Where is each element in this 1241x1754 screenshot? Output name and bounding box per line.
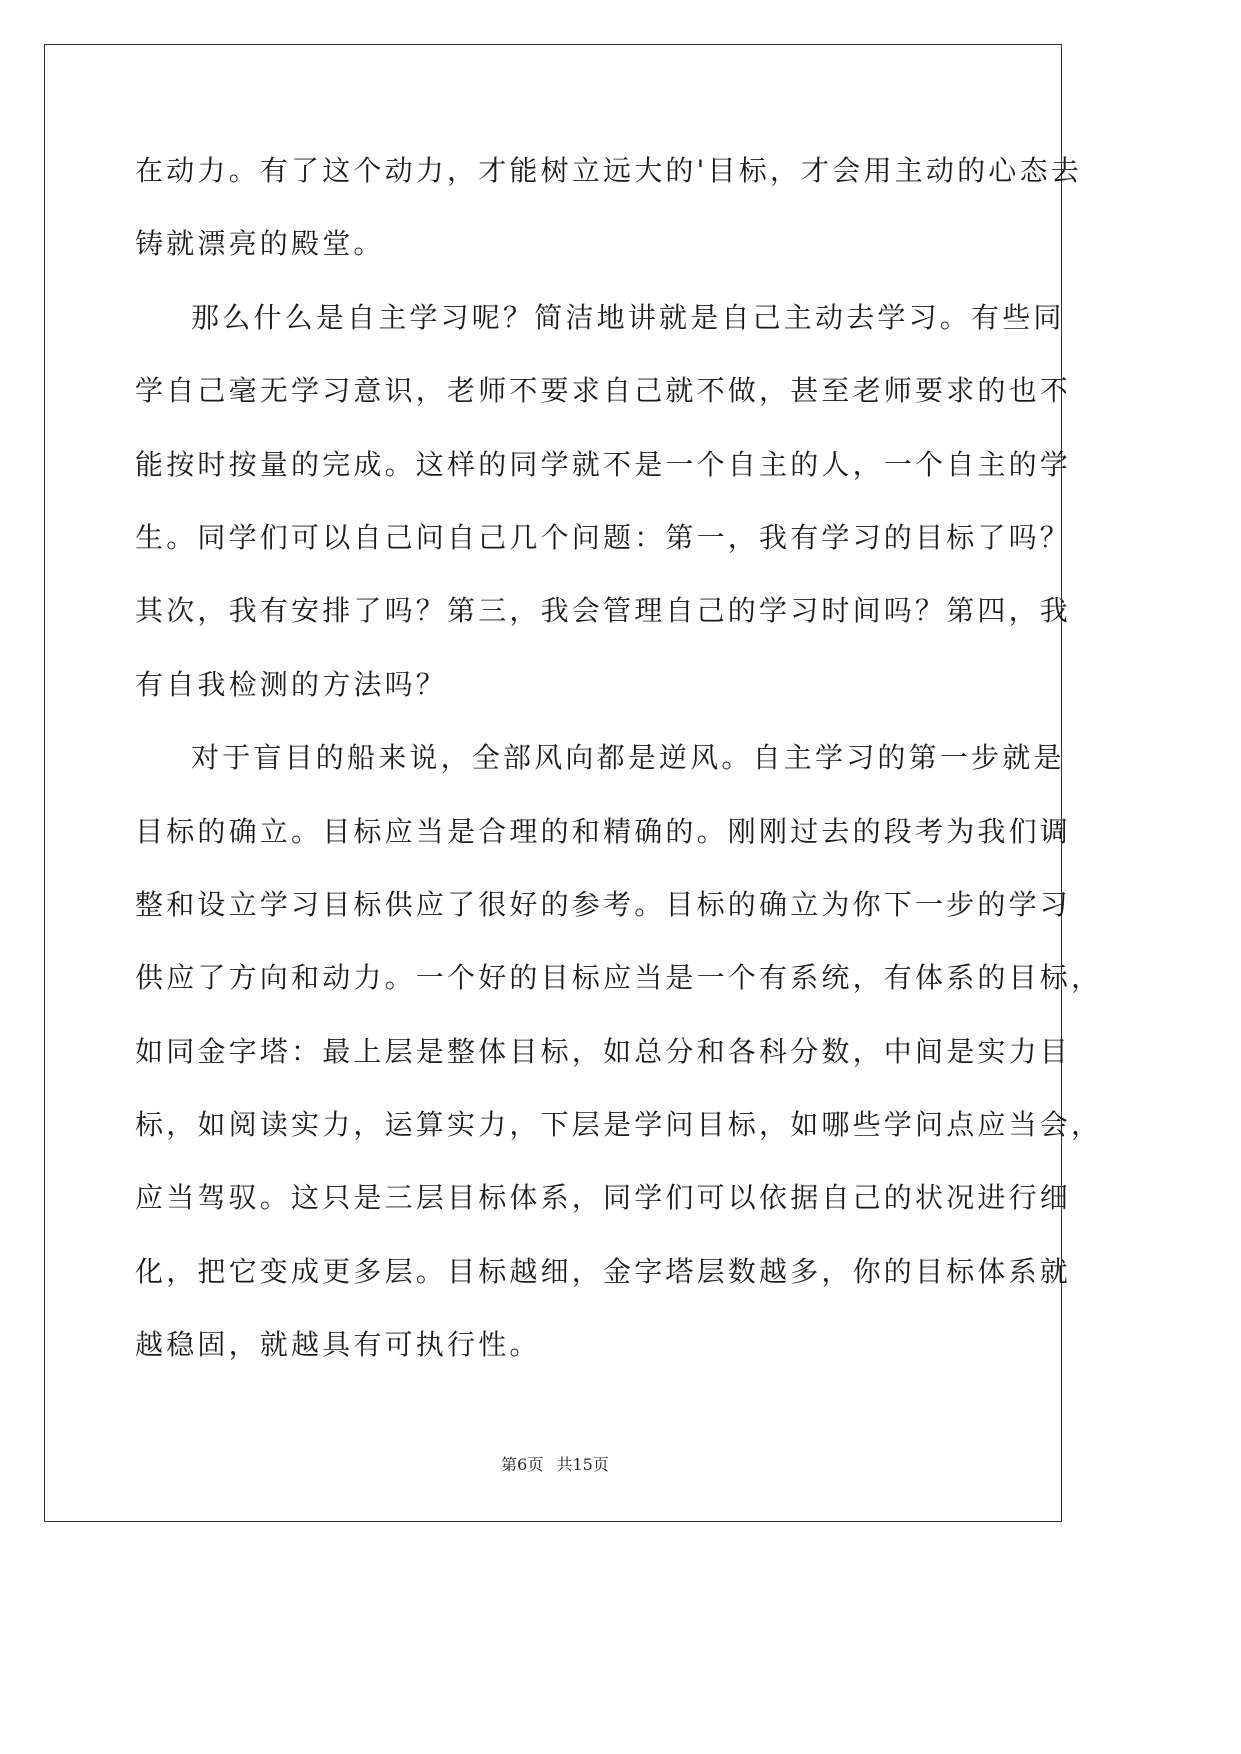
text-line: 化，把它变成更多层。目标越细，金字塔层数越多，你的目标体系就 — [135, 1254, 1072, 1288]
text-line: 那么什么是自主学习呢？简洁地讲就是自己主动去学习。有些同 — [191, 300, 1065, 334]
text-line: 应当驾驭。这只是三层目标体系，同学们可以依据自己的状况进行细 — [135, 1181, 1072, 1215]
page-footer — [0, 1452, 1110, 1475]
text-line: 标，如阅读实力，运算实力，下层是学问目标，如哪些学问点应当会， — [135, 1108, 1103, 1142]
text-line: 生。同学们可以自己问自己几个问题：第一，我有学习的目标了吗？ — [135, 520, 1072, 554]
page-number: 第6页 — [501, 1455, 544, 1474]
text-line: 供应了方向和动力。一个好的目标应当是一个有系统，有体系的目标， — [135, 961, 1103, 995]
text-line: 铸就漂亮的殿堂。 — [135, 227, 385, 261]
text-line: 在动力。有了这个动力，才能树立远大的'目标，才会用主动的心态去 — [135, 154, 1082, 187]
text-line: 有自我检测的方法吗？ — [135, 667, 448, 701]
text-line: 能按时按量的完成。这样的同学就不是一个自主的人，一个自主的学 — [135, 447, 1072, 481]
text-line: 学自己毫无学习意识，老师不要求自己就不做，甚至老师要求的也不 — [135, 374, 1072, 408]
text-line: 越稳固，就越具有可执行性。 — [135, 1328, 541, 1362]
text-line: 对于盲目的船来说，全部风向都是逆风。自主学习的第一步就是 — [191, 741, 1065, 775]
text-line: 如同金字塔：最上层是整体目标，如总分和各科分数，中间是实力目 — [135, 1034, 1072, 1068]
text-line: 整和设立学习目标供应了很好的参考。目标的确立为你下一步的学习 — [135, 887, 1072, 921]
text-line: 其次，我有安排了吗？第三，我会管理自己的学习时间吗？第四，我 — [135, 594, 1072, 628]
document-body — [135, 139, 1103, 1387]
page-total: 共15页 — [556, 1455, 609, 1474]
text-line: 目标的确立。目标应当是合理的和精确的。刚刚过去的段考为我们调 — [135, 814, 1072, 848]
